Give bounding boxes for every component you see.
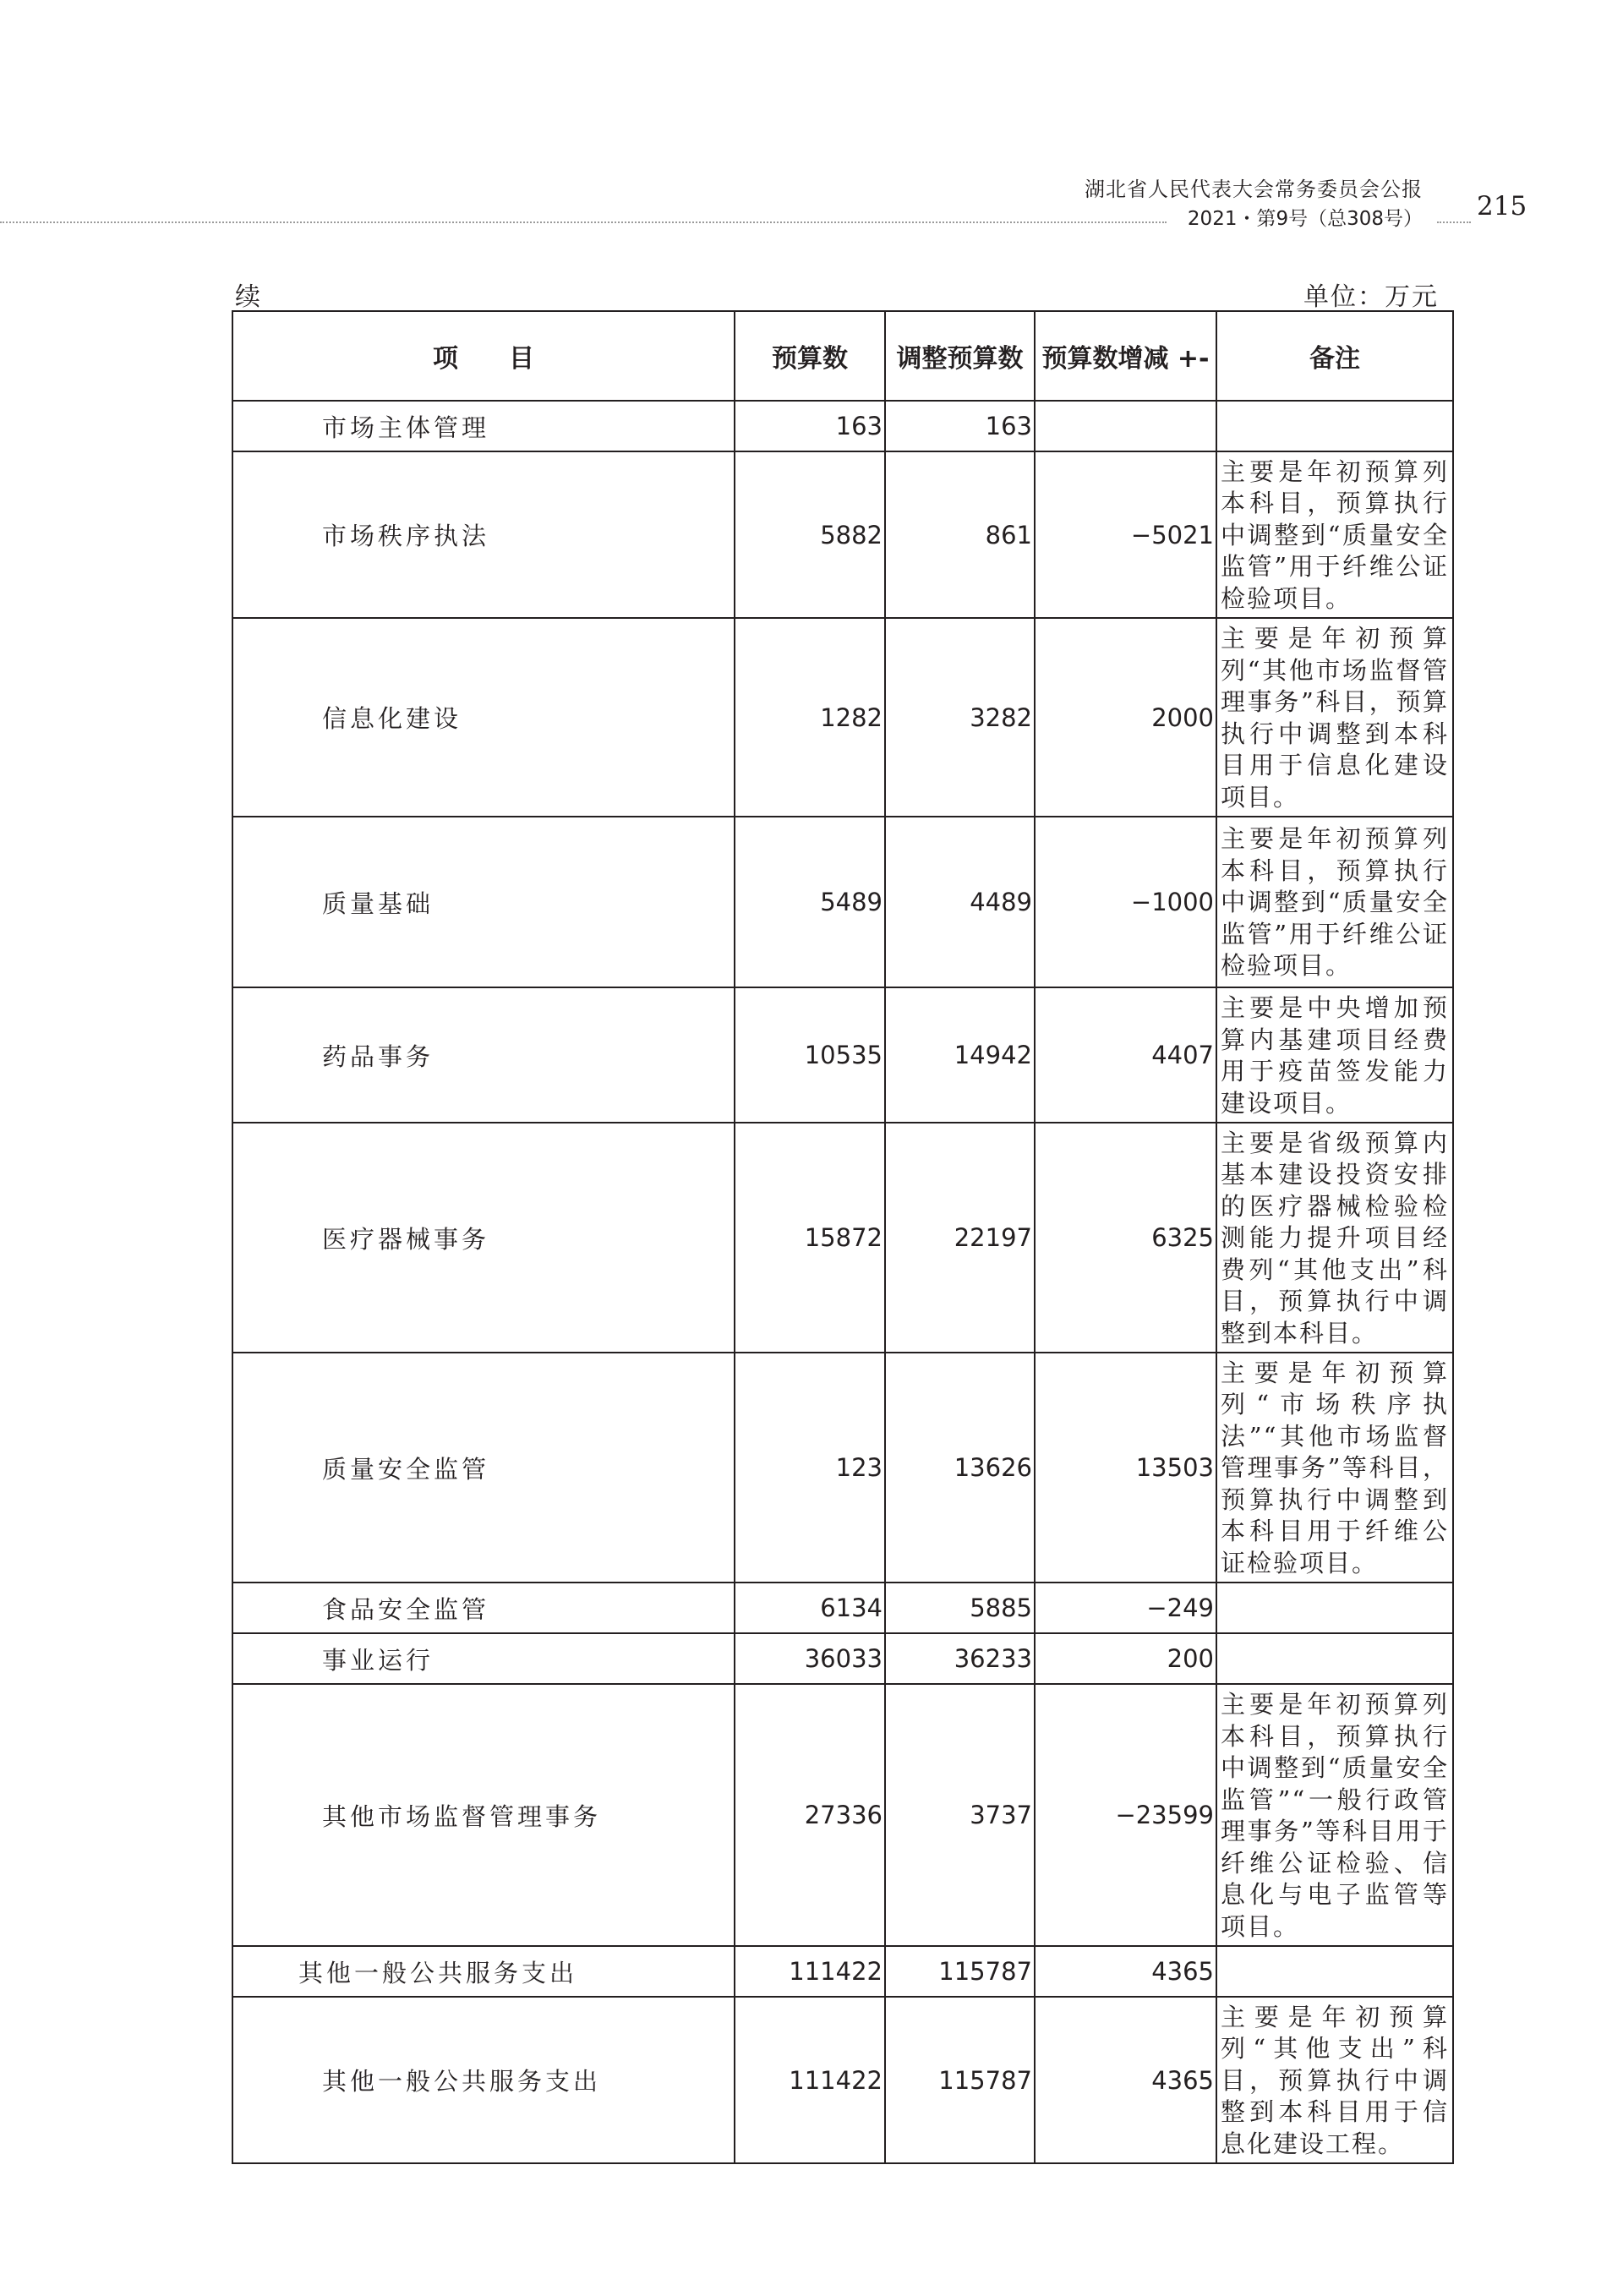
row-note [1216,1583,1453,1633]
row-adjusted: 115787 [885,1946,1035,1997]
table-row [232,401,1453,451]
row-name: 市场主体管理 [232,401,735,451]
issue-number: 2021・第9号（总308号） [1187,208,1423,230]
row-adjusted: 861 [885,451,1035,618]
row-adjusted: 36233 [885,1633,1035,1684]
row-note [1216,401,1453,451]
row-name: 其他一般公共服务支出 [232,1997,735,2163]
row-adjusted: 5885 [885,1583,1035,1633]
table-row [232,451,1453,618]
row-name: 医疗器械事务 [232,1123,735,1353]
row-note [1216,1946,1453,1997]
row-budget: 6134 [735,1583,885,1633]
row-budget: 111422 [735,1946,885,1997]
row-change: 2000 [1035,618,1216,817]
row-adjusted: 22197 [885,1123,1035,1353]
table-row [232,1684,1453,1946]
row-change: 4365 [1035,1997,1216,2163]
table-row [232,1633,1453,1684]
row-budget: 27336 [735,1684,885,1946]
row-change: 4365 [1035,1946,1216,1997]
table-row [232,1997,1453,2163]
unit-label: 单位：万元 [1303,282,1439,312]
row-adjusted: 3737 [885,1684,1035,1946]
row-budget: 1282 [735,618,885,817]
row-budget: 123 [735,1353,885,1583]
continued-label: 续 [235,282,260,312]
row-name: 市场秩序执法 [232,451,735,618]
row-name: 食品安全监管 [232,1583,735,1633]
table-row [232,1946,1453,1997]
header-dotted-rule-right [1437,221,1471,223]
row-name: 事业运行 [232,1633,735,1684]
row-change: 200 [1035,1633,1216,1684]
row-name: 质量安全监管 [232,1353,735,1583]
row-note: 主要是年初预算列“其他市场监督管理事务”科目，预算执行中调整到本科目用于信息化建设项目。 [1216,618,1453,817]
row-change: 6325 [1035,1123,1216,1353]
row-change: 4407 [1035,987,1216,1123]
row-note: 主要是年初预算列“市场秩序执法”“其他市场监督管理事务”等科目，预算执行中调整到本科目用于纤维公证检验项目。 [1216,1353,1453,1583]
table-row [232,1583,1453,1633]
row-change: 13503 [1035,1353,1216,1583]
row-name: 质量基础 [232,817,735,987]
row-budget: 111422 [735,1997,885,2163]
header-note: 备注 [1216,311,1453,401]
table-header-row [232,311,1453,401]
row-note [1216,1633,1453,1684]
row-change: −1000 [1035,817,1216,987]
row-note: 主要是年初预算列本科目，预算执行中调整到“质量安全监管”用于纤维公证检验项目。 [1216,817,1453,987]
table-row [232,817,1453,987]
row-adjusted: 3282 [885,618,1035,817]
header-dotted-rule-left [0,221,1167,223]
row-adjusted: 115787 [885,1997,1035,2163]
table-row [232,987,1453,1123]
row-budget: 36033 [735,1633,885,1684]
header-budget: 预算数 [735,311,885,401]
row-adjusted: 4489 [885,817,1035,987]
row-note: 主要是年初预算列“其他支出”科目，预算执行中调整到本科目用于信息化建设工程。 [1216,1997,1453,2163]
row-budget: 15872 [735,1123,885,1353]
row-budget: 10535 [735,987,885,1123]
header-item: 项 目 [232,311,735,401]
header-change: 预算数增减 +- [1035,311,1216,401]
table-row [232,1123,1453,1353]
row-budget: 163 [735,401,885,451]
row-adjusted: 13626 [885,1353,1035,1583]
row-change: −23599 [1035,1684,1216,1946]
header-adjusted-budget: 调整预算数 [885,311,1035,401]
row-note: 主要是中央增加预算内基建项目经费用于疫苗签发能力建设项目。 [1216,987,1453,1123]
table-row [232,1353,1453,1583]
row-name: 其他一般公共服务支出 [232,1946,735,1997]
budget-adjustment-table [232,310,1454,2164]
publication-title: 湖北省人民代表大会常务委员会公报 [1085,178,1423,201]
row-name: 药品事务 [232,987,735,1123]
row-budget: 5489 [735,817,885,987]
row-adjusted: 163 [885,401,1035,451]
row-change: −249 [1035,1583,1216,1633]
row-note: 主要是年初预算列本科目，预算执行中调整到“质量安全监管”“一般行政管理事务”等科目用于纤维公证检验、信息化与电子监管等项目。 [1216,1684,1453,1946]
row-budget: 5882 [735,451,885,618]
row-name: 其他市场监督管理事务 [232,1684,735,1946]
page-number: 215 [1477,191,1527,221]
row-change: −5021 [1035,451,1216,618]
row-change [1035,401,1216,451]
row-note: 主要是省级预算内基本建设投资安排的医疗器械检验检测能力提升项目经费列“其他支出”科目，预算执行中调整到本科目。 [1216,1123,1453,1353]
row-adjusted: 14942 [885,987,1035,1123]
row-name: 信息化建设 [232,618,735,817]
row-note: 主要是年初预算列本科目，预算执行中调整到“质量安全监管”用于纤维公证检验项目。 [1216,451,1453,618]
table-row [232,618,1453,817]
